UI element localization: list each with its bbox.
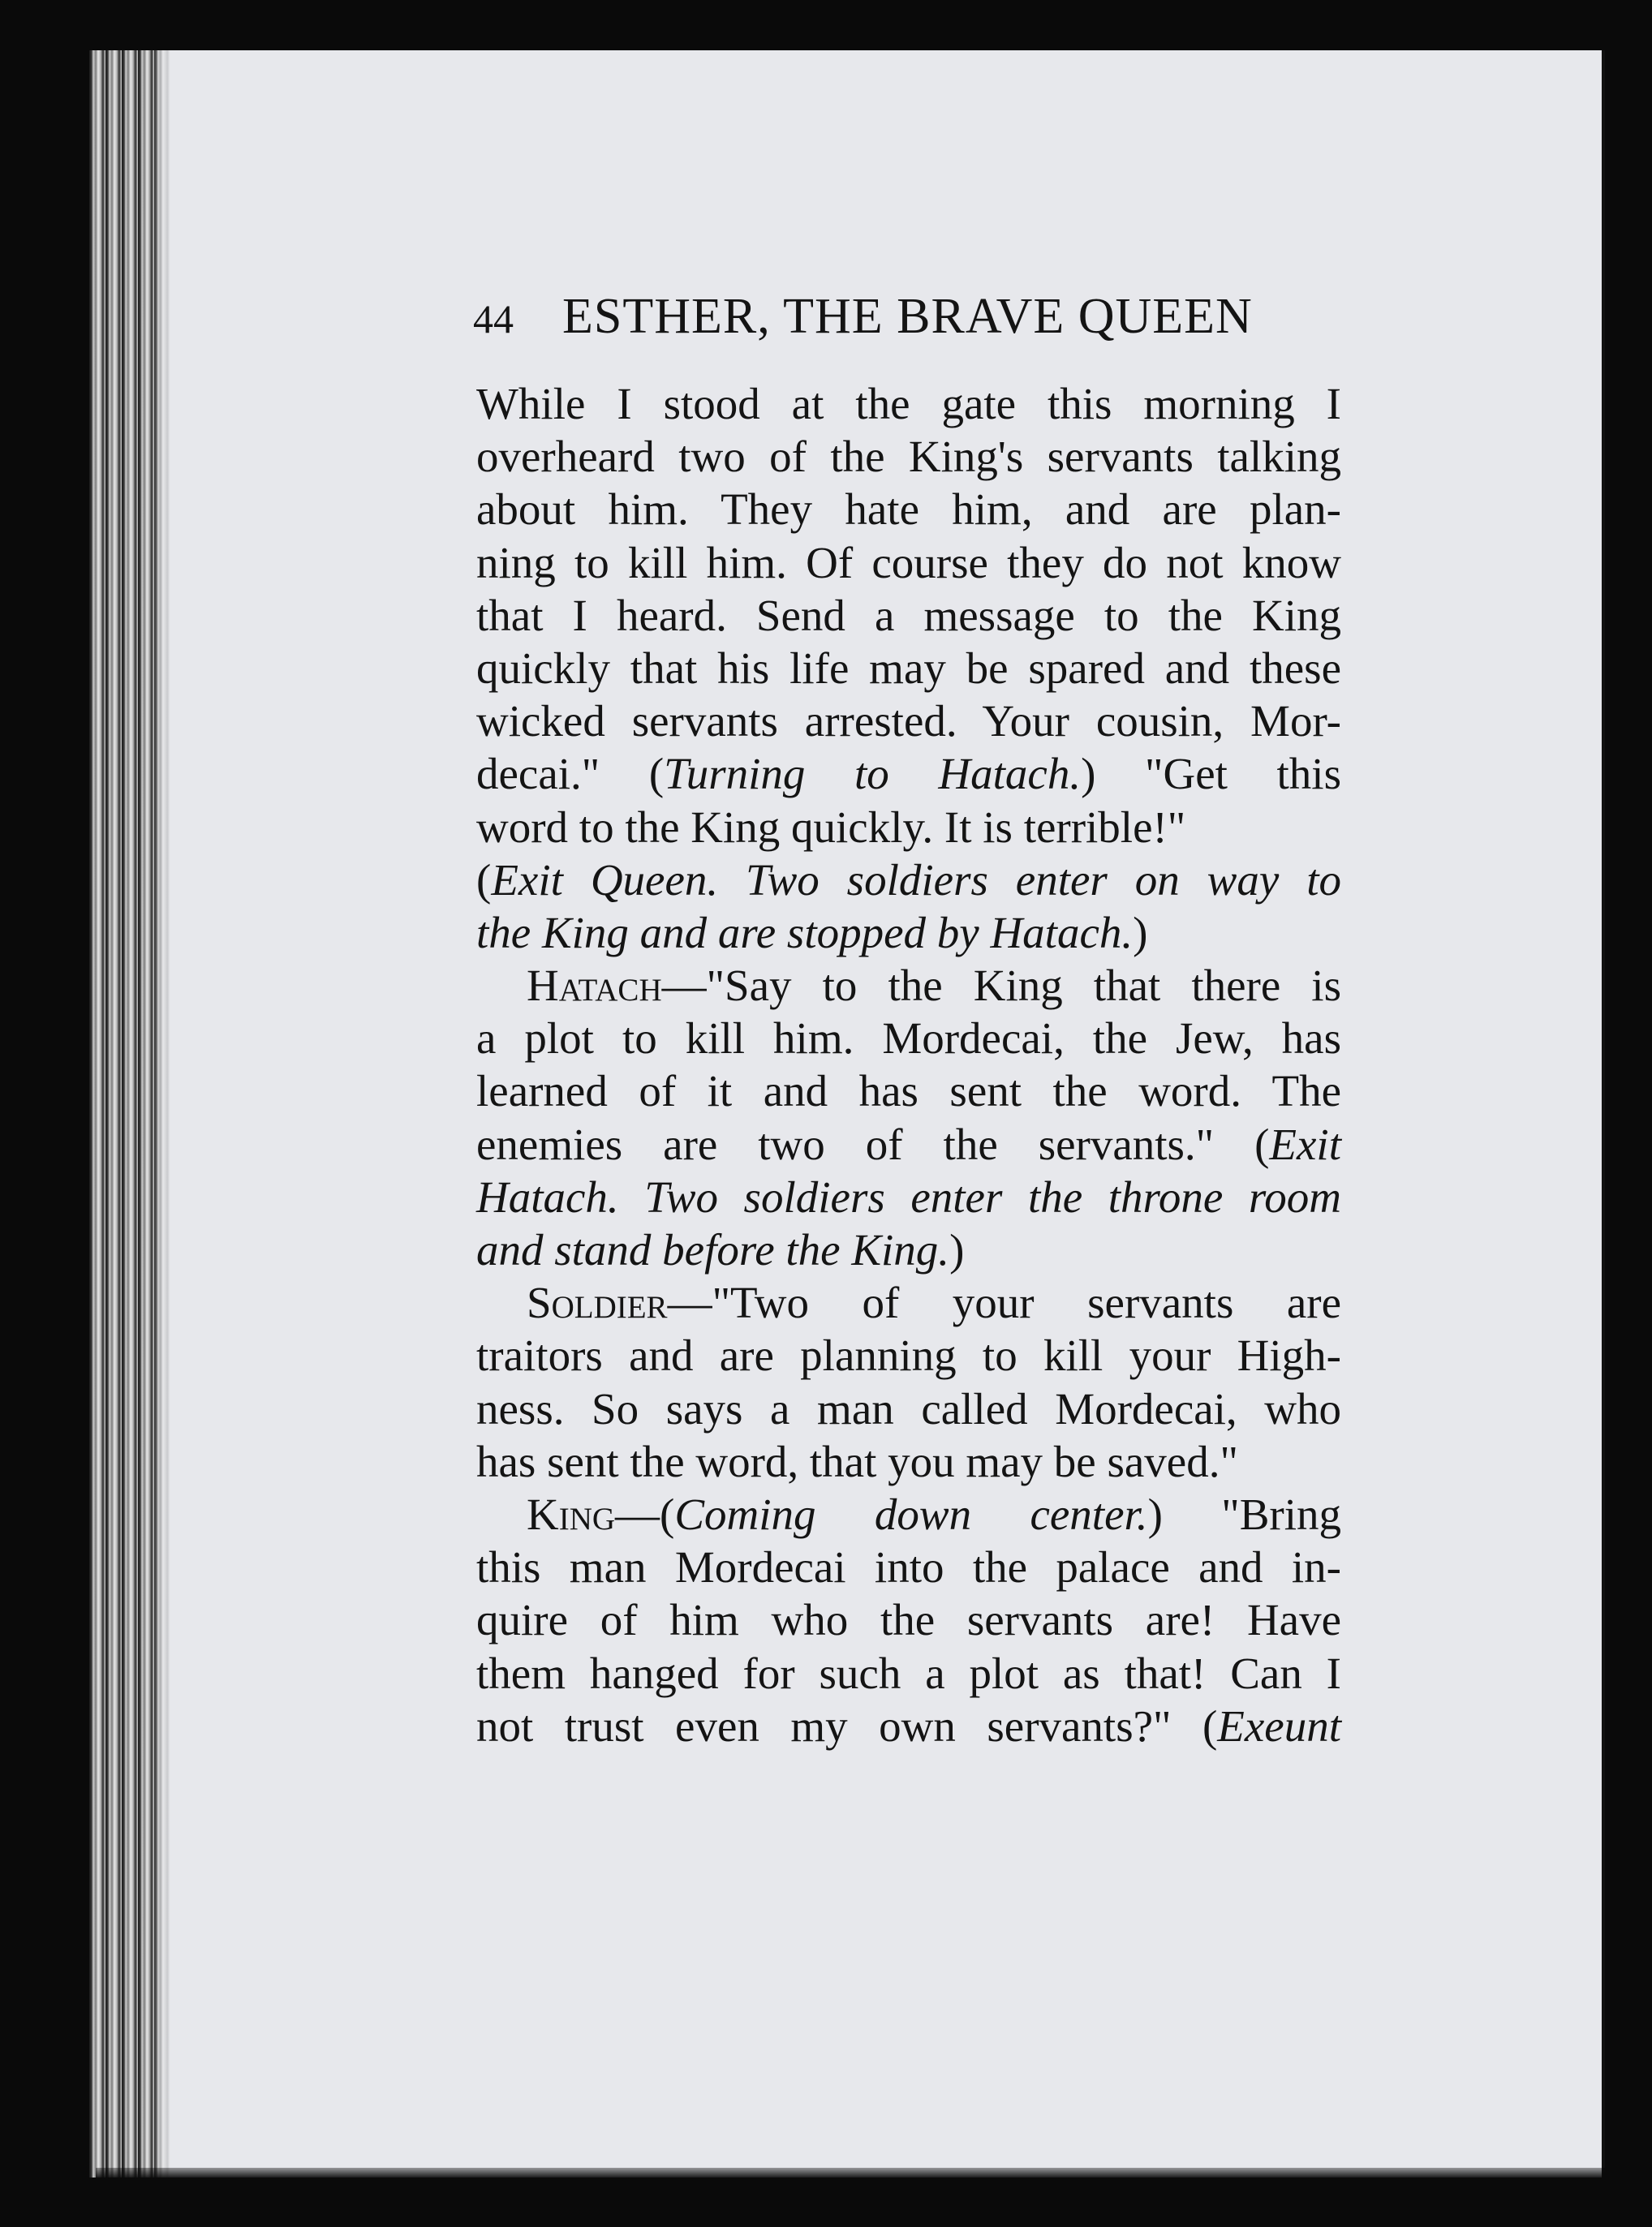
text-run: wicked servants arrested. Your cousin, Mor-: [476, 696, 1341, 746]
text-run: enemies are two of the servants." (: [476, 1119, 1270, 1169]
text-line: [476, 1329, 1341, 1382]
text-run: that I heard. Send a message to the King: [476, 590, 1341, 640]
text-run: a plot to kill him. Mordecai, the Jew, has: [476, 1013, 1341, 1064]
stage-direction: Turning to Hatach.: [664, 749, 1082, 799]
page-number: 44: [473, 296, 514, 342]
text-run: —"Two of your servants are: [667, 1278, 1341, 1328]
text-run: has sent the word, that you may be saved.": [476, 1436, 1238, 1486]
text-run: —"Say to the King that there is: [661, 961, 1341, 1011]
text-run: them hanged for such a plot as that! Can I: [476, 1648, 1341, 1698]
text-run: ness. So says a man called Mordecai, who: [476, 1383, 1341, 1434]
text-line: [476, 1118, 1341, 1171]
running-head: [473, 288, 1317, 353]
text-run: ): [949, 1225, 965, 1275]
text-run: ): [1133, 907, 1148, 957]
text-line: [476, 853, 1341, 906]
text-line: [476, 959, 1341, 1012]
stage-direction: Exit Queen. Two soldiers enter on way to: [491, 854, 1341, 905]
text-run: quickly that his life may be spared and these: [476, 643, 1341, 693]
text-line: [476, 1541, 1341, 1593]
text-line: [476, 536, 1341, 589]
text-line: [476, 1276, 1341, 1329]
page-right-edge: [1602, 50, 1605, 2178]
stage-direction: Hatach. Two soldiers enter the throne room: [476, 1172, 1341, 1222]
text-run: ) "Get this: [1081, 749, 1341, 799]
body-text: [476, 377, 1341, 1752]
text-line: [476, 1593, 1341, 1646]
stage-direction: Exeunt: [1217, 1700, 1341, 1751]
running-title: ESTHER, THE BRAVE QUEEN: [562, 289, 1253, 344]
text-run: not trust even my own servants?" (: [476, 1700, 1218, 1751]
text-run: learned of it and has sent the word. The: [476, 1066, 1341, 1116]
stage-direction: the King and are stopped by Hatach.: [476, 907, 1134, 957]
text-line: [476, 694, 1341, 747]
text-run: ) "Bring: [1147, 1489, 1341, 1539]
text-line: [476, 1435, 1341, 1488]
speaker-name: Soldier: [527, 1278, 668, 1328]
text-run: overheard two of the King's servants talking: [476, 432, 1341, 482]
text-line: [476, 1223, 1341, 1276]
text-line: [476, 906, 1341, 959]
text-line: [476, 483, 1341, 535]
text-line: [476, 589, 1341, 642]
text-line: [476, 642, 1341, 694]
stage-direction: and stand before the King.: [476, 1225, 950, 1275]
text-run: this man Mordecai into the palace and in-: [476, 1542, 1341, 1593]
text-line: [476, 801, 1341, 853]
text-line: [476, 1171, 1341, 1223]
text-line: [476, 430, 1341, 483]
text-line: [476, 1012, 1341, 1064]
text-run: (: [476, 854, 492, 905]
text-line: [476, 1647, 1341, 1700]
text-line: [476, 1488, 1341, 1541]
text-run: quire of him who the servants are! Have: [476, 1595, 1341, 1645]
text-line: [476, 377, 1341, 430]
text-run: traitors and are planning to kill your High-: [476, 1331, 1341, 1381]
text-run: ning to kill him. Of course they do not know: [476, 537, 1341, 587]
text-run: word to the King quickly. It is terrible!": [476, 802, 1186, 852]
text-run: —(: [615, 1489, 675, 1539]
speaker-name: Hatach: [527, 961, 662, 1011]
text-run: decai." (: [476, 749, 665, 799]
stage-direction: Exit: [1269, 1119, 1341, 1169]
text-run: While I stood at the gate this morning I: [476, 379, 1341, 428]
speaker-name: King: [527, 1489, 616, 1539]
text-line: [476, 1382, 1341, 1435]
page-bottom-shadow: [96, 2168, 1605, 2179]
text-line: [476, 1064, 1341, 1117]
text-line: [476, 1700, 1341, 1752]
text-run: about him. They hate him, and are plan-: [476, 484, 1341, 535]
text-line: [476, 747, 1341, 800]
stage-direction: Coming down center.: [674, 1489, 1148, 1539]
page-edge-stack: [89, 50, 170, 2178]
